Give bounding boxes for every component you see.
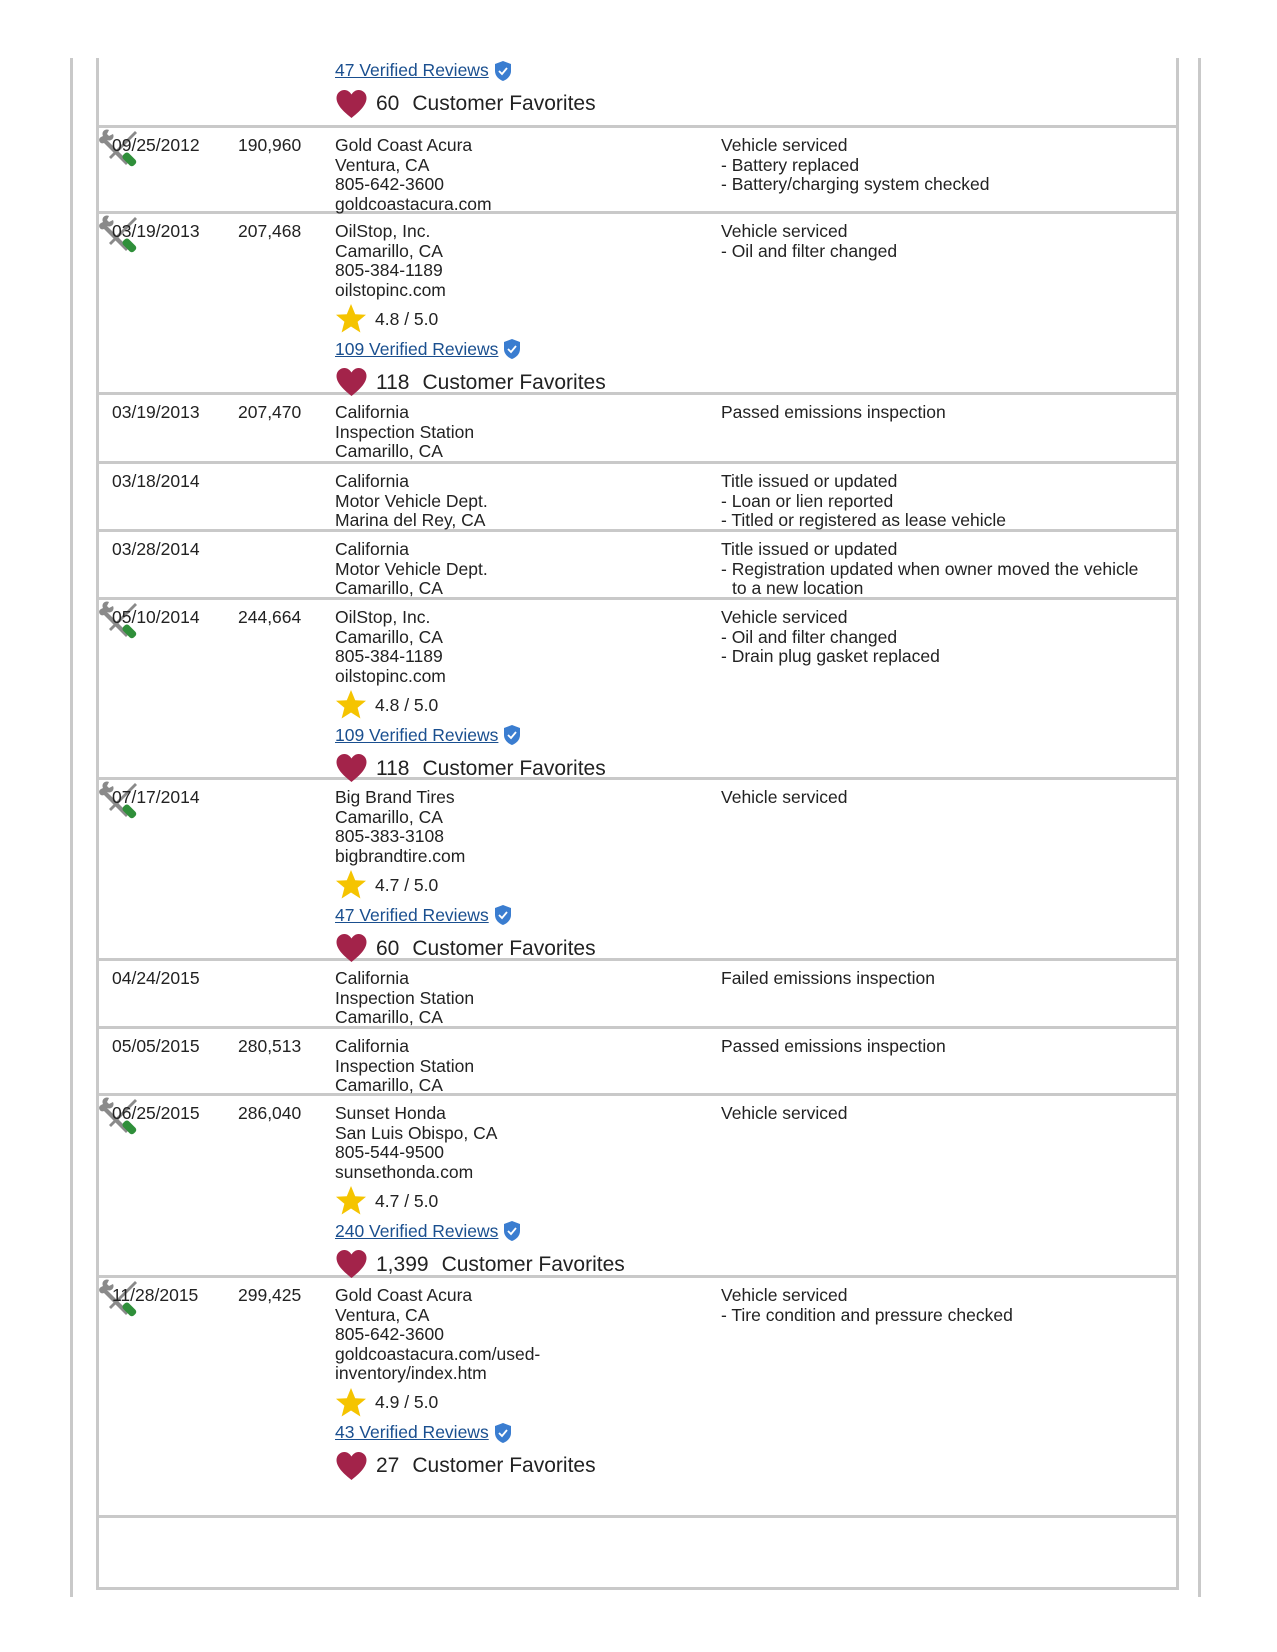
- heart-icon: [335, 933, 368, 963]
- record-mileage: 207,468: [238, 221, 302, 241]
- details-cell: [721, 1037, 1171, 1057]
- source-line: 805-384-1189: [335, 260, 443, 281]
- source-line: bigbrandtire.com: [335, 845, 466, 866]
- source-cell: [335, 472, 645, 531]
- record-date: 05/05/2015: [112, 1036, 200, 1056]
- rating-value: 4.8 / 5.0: [375, 694, 439, 715]
- star-icon: [335, 1387, 367, 1419]
- verified-shield-icon: [502, 1220, 522, 1242]
- heart-icon: [335, 367, 368, 397]
- source-line: Inspection Station: [335, 987, 475, 1008]
- table-row: [99, 214, 1176, 395]
- detail-line: - Battery/charging system checked: [721, 174, 990, 195]
- table-row: [99, 1029, 1176, 1096]
- source-line: Inspection Station: [335, 421, 475, 442]
- source-line: Motor Vehicle Dept.: [335, 558, 488, 579]
- source-name: California: [335, 1036, 409, 1056]
- source-line: 805-383-3108: [335, 826, 444, 847]
- record-mileage: 280,513: [238, 1036, 302, 1056]
- source-cell: [335, 1104, 645, 1281]
- source-name: Big Brand Tires: [335, 787, 455, 807]
- record-date: 03/28/2014: [112, 539, 200, 559]
- favorites-count: 118: [376, 756, 410, 780]
- star-icon: [335, 303, 367, 335]
- record-date: 03/18/2014: [112, 471, 200, 491]
- record-date: 03/19/2013: [112, 221, 200, 241]
- details-cell: [721, 1286, 1171, 1325]
- source-line: goldcoastacura.com: [335, 193, 492, 214]
- source-line: San Luis Obispo, CA: [335, 1122, 498, 1143]
- source-line: 805-642-3600: [335, 1324, 444, 1345]
- reviews: [335, 1420, 645, 1446]
- record-date: 11/28/2015: [112, 1285, 199, 1305]
- source-name: OilStop, Inc.: [335, 607, 431, 627]
- table-row: [99, 961, 1176, 1029]
- details-cell: [721, 969, 1171, 989]
- verified-reviews-link[interactable]: 47 Verified Reviews: [335, 904, 489, 925]
- favorites-label: Customer Favorites: [412, 936, 596, 960]
- record-mileage: 286,040: [238, 1103, 302, 1123]
- source-line: Camarillo, CA: [335, 1007, 443, 1028]
- rating: [335, 305, 645, 333]
- source-name: California: [335, 968, 409, 988]
- favorites-label: Customer Favorites: [422, 370, 606, 394]
- star-icon: [335, 689, 367, 721]
- heart-icon: [335, 1249, 368, 1279]
- reviews: [335, 336, 645, 362]
- history-table: [96, 58, 1179, 1590]
- heart-icon: [335, 753, 368, 783]
- source-name: OilStop, Inc.: [335, 221, 431, 241]
- detail-heading: Vehicle serviced: [721, 135, 848, 155]
- table-row: [99, 532, 1176, 600]
- source-name: California: [335, 539, 409, 559]
- record-date: 06/25/2015: [112, 1103, 200, 1123]
- favorites-label: Customer Favorites: [441, 1252, 625, 1276]
- star-icon: [335, 869, 367, 901]
- rating: [335, 871, 645, 899]
- reviews: [335, 722, 645, 748]
- favorites-count: 27: [376, 1454, 400, 1478]
- favorites-count: 1,399: [376, 1252, 429, 1276]
- source-line: goldcoastacura.com/used-: [335, 1343, 541, 1364]
- favorites-count: 60: [376, 936, 400, 960]
- rating-value: 4.8 / 5.0: [375, 308, 439, 329]
- source-line: oilstopinc.com: [335, 279, 446, 300]
- rating-value: 4.9 / 5.0: [375, 1392, 439, 1413]
- source-name: Gold Coast Acura: [335, 135, 473, 155]
- detail-heading: Vehicle serviced: [721, 1103, 848, 1123]
- table-row: [99, 1278, 1176, 1518]
- detail-heading: Title issued or updated: [721, 539, 898, 559]
- record-date: 09/25/2012: [112, 135, 200, 155]
- favorites-count: 60: [376, 92, 400, 116]
- source-line: inventory/index.htm: [335, 1363, 487, 1384]
- source-line: oilstopinc.com: [335, 665, 446, 686]
- details-cell: [721, 540, 1171, 599]
- detail-line: - Loan or lien reported: [721, 490, 894, 511]
- heart-icon: [335, 1451, 368, 1481]
- source-line: Camarillo, CA: [335, 441, 443, 462]
- verified-shield-icon: [493, 60, 513, 82]
- source-cell: [335, 1037, 645, 1096]
- rating: [335, 691, 645, 719]
- detail-heading: Title issued or updated: [721, 471, 898, 491]
- source-line: Camarillo, CA: [335, 806, 443, 827]
- detail-heading: Vehicle serviced: [721, 787, 848, 807]
- left-page-rule: [70, 58, 73, 1597]
- source-line: Camarillo, CA: [335, 578, 443, 599]
- source-line: 805-642-3600: [335, 174, 444, 195]
- detail-line: - Battery replaced: [721, 154, 860, 175]
- source-cell: [335, 58, 645, 121]
- reviews: [335, 902, 645, 928]
- right-page-rule: [1198, 58, 1201, 1597]
- details-cell: [721, 403, 1171, 423]
- verified-reviews-link[interactable]: 109 Verified Reviews: [335, 338, 499, 359]
- detail-line: - Oil and filter changed: [721, 626, 898, 647]
- table-row: [99, 1096, 1176, 1278]
- verified-reviews-link[interactable]: 240 Verified Reviews: [335, 1220, 499, 1241]
- table-row: [99, 395, 1176, 464]
- star-icon: [335, 1185, 367, 1217]
- detail-line: - Registration updated when owner moved the vehicle: [721, 558, 1139, 579]
- table-row: [99, 128, 1176, 214]
- details-cell: [721, 136, 1171, 195]
- details-cell: [721, 222, 1171, 261]
- source-cell: [335, 608, 645, 785]
- favorites-label: Customer Favorites: [412, 1454, 596, 1478]
- source-line: Camarillo, CA: [335, 626, 443, 647]
- record-date: 07/17/2014: [112, 787, 200, 807]
- verified-shield-icon: [493, 904, 513, 926]
- rating: [335, 1389, 645, 1417]
- table-row-partial: [99, 58, 1176, 128]
- record-date: 05/10/2014: [112, 607, 200, 627]
- details-cell: [721, 472, 1171, 531]
- source-line: Motor Vehicle Dept.: [335, 490, 488, 511]
- detail-heading: Vehicle serviced: [721, 221, 848, 241]
- detail-line: - Tire condition and pressure checked: [721, 1304, 1013, 1325]
- verified-reviews-link[interactable]: 43 Verified Reviews: [335, 1422, 489, 1443]
- source-cell: [335, 540, 645, 599]
- details-cell: [721, 608, 1171, 667]
- source-line: Marina del Rey, CA: [335, 510, 486, 531]
- source-line: Camarillo, CA: [335, 240, 443, 261]
- source-cell: [335, 1286, 645, 1483]
- rating: [335, 1187, 645, 1215]
- rating-value: 4.7 / 5.0: [375, 874, 439, 895]
- details-cell: [721, 788, 1171, 808]
- source-line: Camarillo, CA: [335, 1075, 443, 1096]
- detail-heading: Passed emissions inspection: [721, 402, 946, 422]
- source-cell: [335, 136, 645, 214]
- reviews: [335, 1218, 645, 1244]
- source-cell: [335, 969, 645, 1028]
- source-line: Inspection Station: [335, 1055, 475, 1076]
- detail-heading: Passed emissions inspection: [721, 1036, 946, 1056]
- record-mileage: 207,470: [238, 402, 302, 422]
- record-date: 04/24/2015: [112, 968, 200, 988]
- record-mileage: 244,664: [238, 607, 302, 627]
- verified-shield-icon: [493, 1422, 513, 1444]
- favorites-label: Customer Favorites: [412, 92, 596, 116]
- heart-icon: [335, 89, 368, 119]
- record-mileage: 190,960: [238, 135, 302, 155]
- verified-reviews-link[interactable]: 109 Verified Reviews: [335, 724, 499, 745]
- verified-reviews-link[interactable]: 47 Verified Reviews: [335, 60, 489, 81]
- source-name: Sunset Honda: [335, 1103, 446, 1123]
- table-row: [99, 780, 1176, 961]
- detail-line: - Titled or registered as lease vehicle: [721, 510, 1006, 531]
- detail-line: - Oil and filter changed: [721, 240, 898, 261]
- verified-shield-icon: [502, 724, 522, 746]
- source-name: California: [335, 471, 409, 491]
- detail-line: to a new location: [732, 578, 864, 599]
- source-name: Gold Coast Acura: [335, 1285, 473, 1305]
- source-line: Ventura, CA: [335, 154, 430, 175]
- favorites-label: Customer Favorites: [422, 756, 606, 780]
- source-cell: [335, 403, 645, 462]
- record-mileage: 299,425: [238, 1285, 302, 1305]
- detail-heading: Vehicle serviced: [721, 1285, 848, 1305]
- source-line: sunsethonda.com: [335, 1161, 474, 1182]
- favorites: [335, 1449, 645, 1483]
- verified-shield-icon: [502, 338, 522, 360]
- source-cell: [335, 788, 645, 965]
- source-cell: [335, 222, 645, 399]
- detail-heading: Failed emissions inspection: [721, 968, 935, 988]
- favorites-count: 118: [376, 370, 410, 394]
- record-date: 03/19/2013: [112, 402, 200, 422]
- table-row: [99, 600, 1176, 780]
- source-line: 805-544-9500: [335, 1142, 444, 1163]
- detail-line: - Drain plug gasket replaced: [721, 646, 940, 667]
- source-line: Ventura, CA: [335, 1304, 430, 1325]
- rating-value: 4.7 / 5.0: [375, 1190, 439, 1211]
- details-cell: [721, 1104, 1171, 1124]
- table-row: [99, 464, 1176, 532]
- source-line: 805-384-1189: [335, 646, 443, 667]
- source-name: California: [335, 402, 409, 422]
- detail-heading: Vehicle serviced: [721, 607, 848, 627]
- favorites: [335, 1247, 645, 1281]
